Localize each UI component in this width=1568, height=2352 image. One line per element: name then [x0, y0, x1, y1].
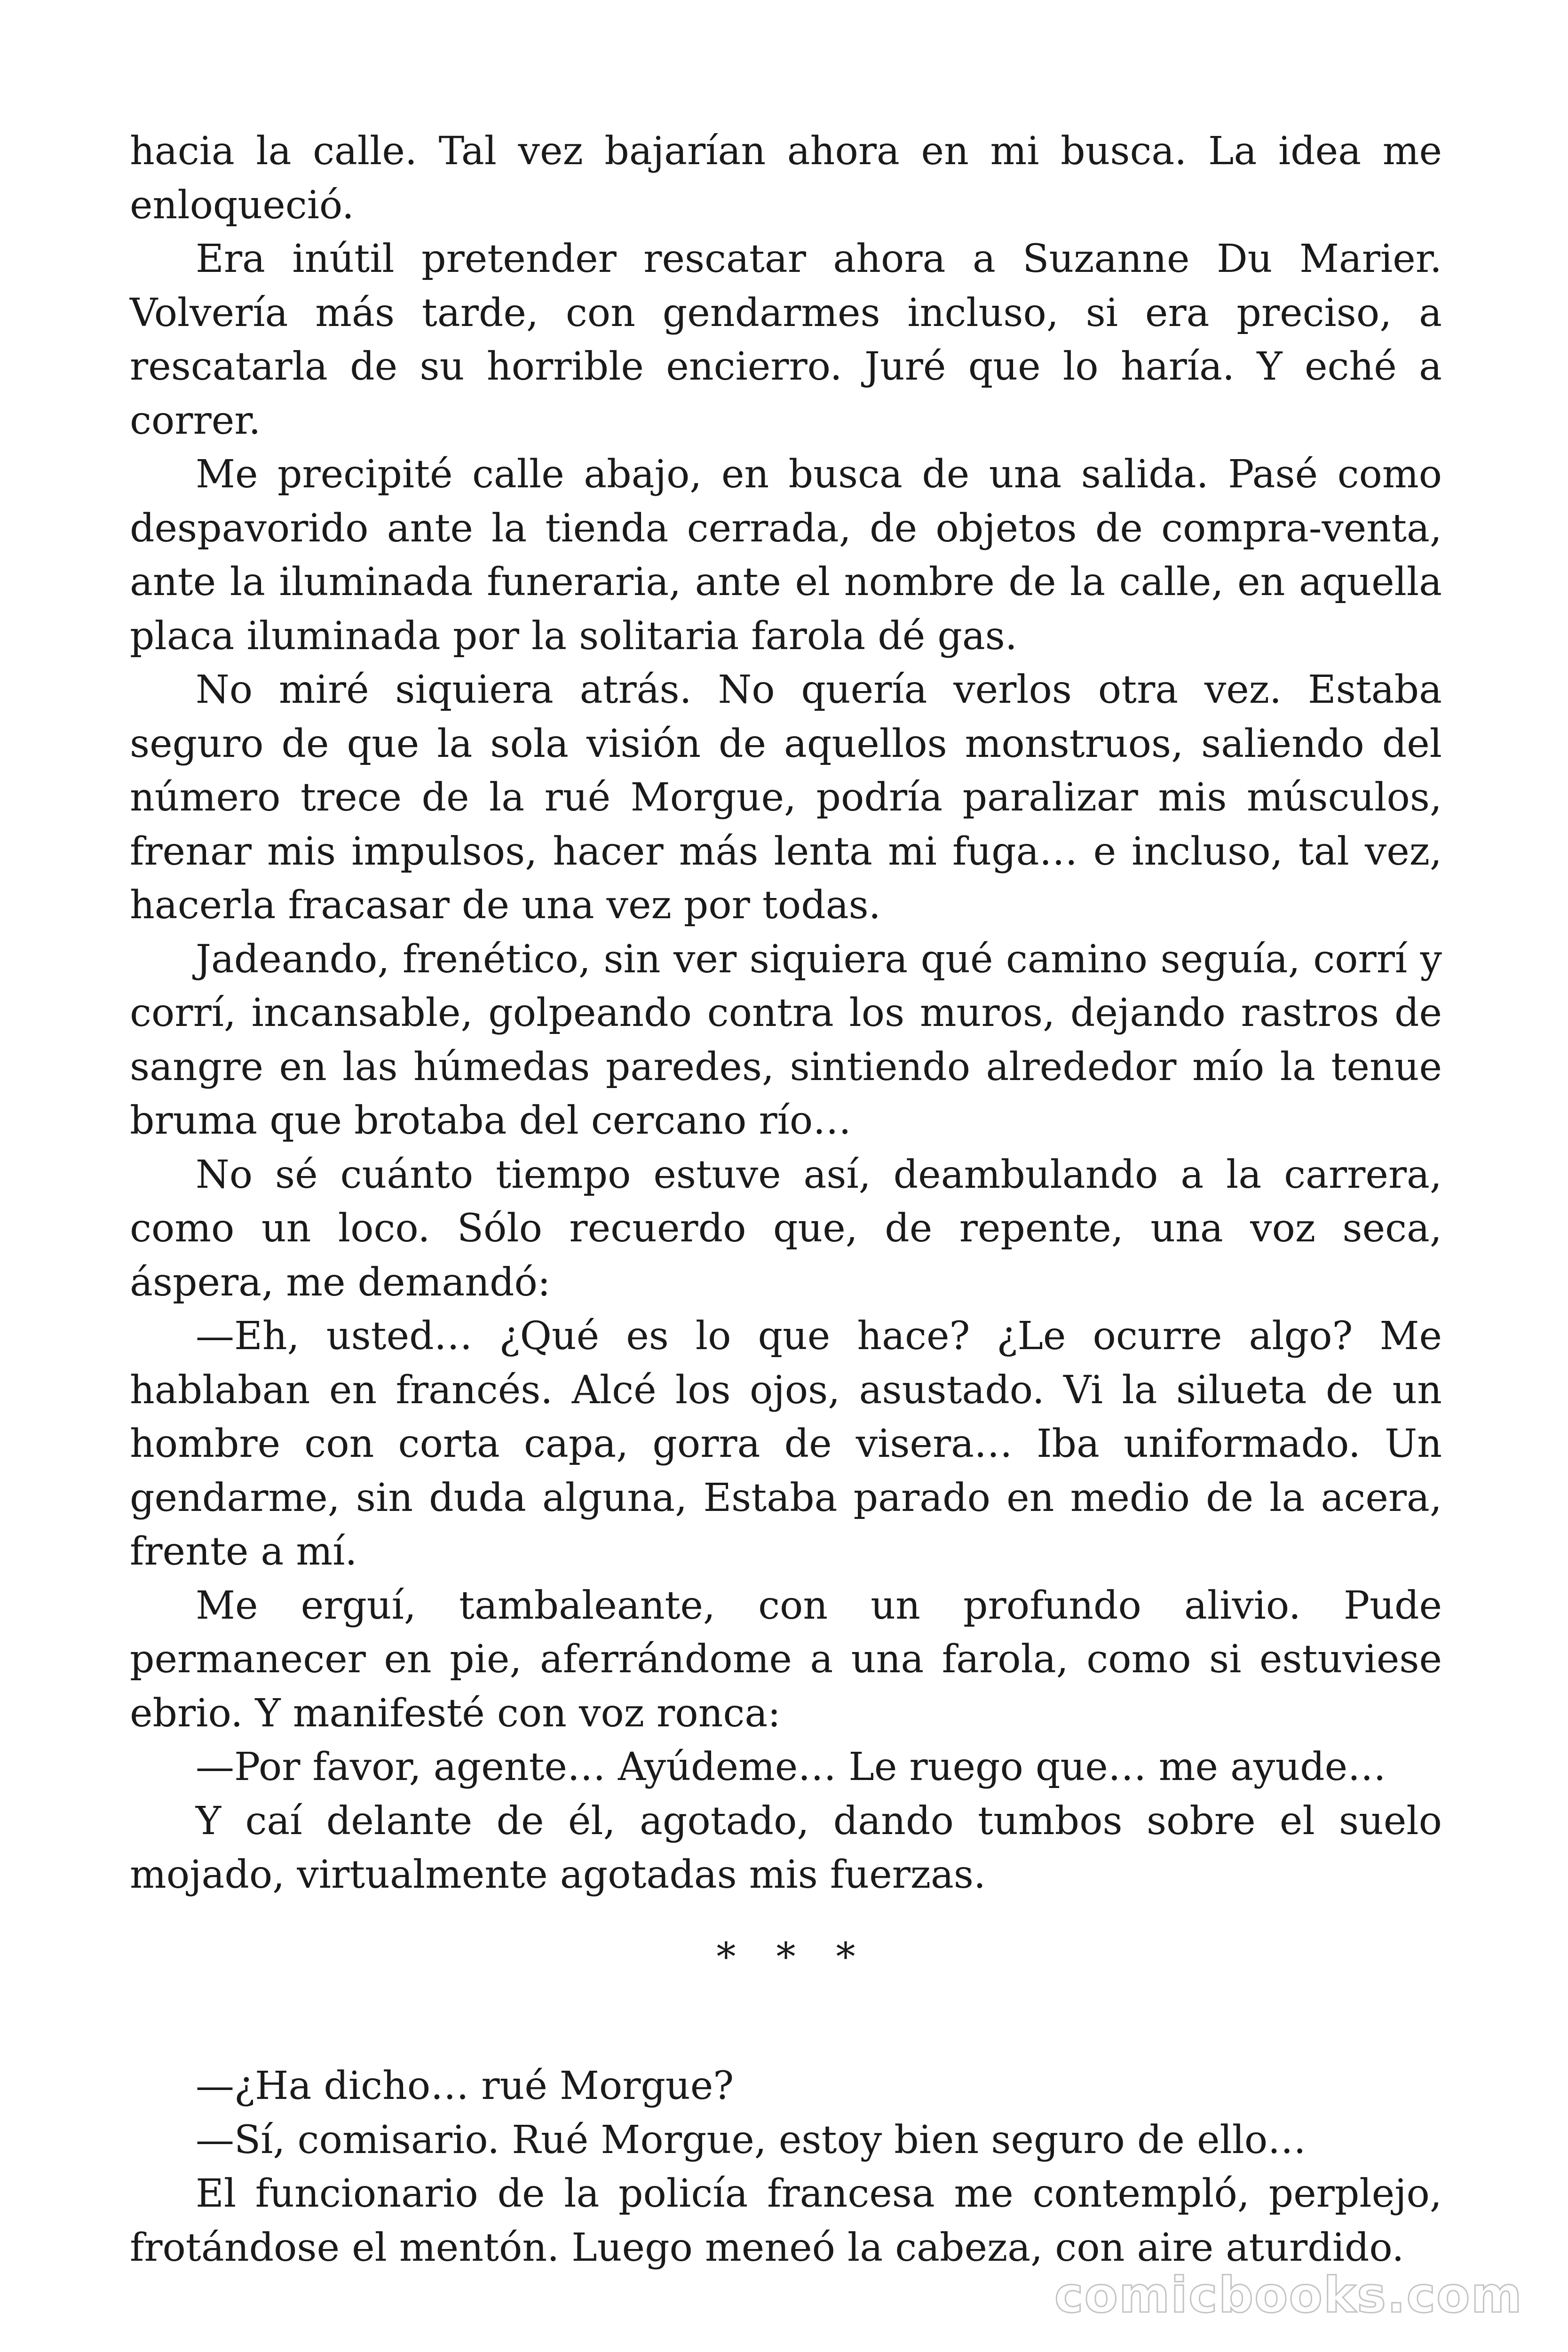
book-page	[130, 125, 1442, 2275]
paragraph: —Sí, comisario. Rué Morgue, estoy bien seguro de ello…	[196, 2117, 1307, 2162]
watermark: comicbooks.com	[1054, 2266, 1523, 2324]
paragraph: —Por favor, agente… Ayúdeme… Le ruego que… me ayude…	[196, 1745, 1386, 1789]
paragraph: hacia la calle. Tal vez bajarían ahora en mi busca. La idea me enloqueció.	[130, 129, 1442, 228]
paragraph: No sé cuánto tiempo estuve así, deambulando a la carrera, como un loco. Sólo recuerdo que, de repente, una voz seca, áspera, me demandó:	[130, 1152, 1442, 1305]
paragraph: No miré siquiera atrás. No quería verlos otra vez. Estaba seguro de que la sola visión de aquellos monstruos, saliendo del número trece de la rué Morgue, podría paralizar mis músculos, frenar mis impulsos, hacer más lenta mi fuga… e incluso, tal vez, hacerla fracasar de una vez por todas.	[130, 667, 1442, 928]
paragraph: Jadeando, frenético, sin ver siquiera qué camino seguía, corrí y corrí, incansable, golpeando contra los muros, dejando rastros de sangre en las húmedas paredes, sintiendo alrededor mío la tenue bruma que brotaba del cercano río…	[130, 937, 1442, 1143]
paragraph: —Eh, usted… ¿Qué es lo que hace? ¿Le ocurre algo? Me hablaban en francés. Alcé los ojos, asustado. Vi la silueta de un hombre con corta capa, gorra de visera… Iba uniformado. Un gendarme, sin duda alguna, Estaba parado en medio de la acera, frente a mí.	[130, 1314, 1442, 1574]
paragraph: Me precipité calle abajo, en busca de una salida. Pasé como despavorido ante la tienda cerrada, de objetos de compra-venta, ante la iluminada funeraria, ante el nombre de la calle, en aquella placa iluminada por la solitaria farola dé gas.	[130, 452, 1442, 659]
paragraph: Me erguí, tambaleante, con un profundo alivio. Pude permanecer en pie, aferrándome a una farola, como si estuviese ebrio. Y manifesté con voz ronca:	[130, 1583, 1442, 1736]
paragraph: Y caí delante de él, agotado, dando tumbos sobre el suelo mojado, virtualmente agotadas mis fuerzas.	[130, 1798, 1442, 1897]
paragraph: Era inútil pretender rescatar ahora a Suzanne Du Marier. Volvería más tarde, con gendarmes incluso, si era preciso, a rescatarla de su horrible encierro. Juré que lo haría. Y eché a correr.	[130, 237, 1442, 443]
paragraph: —¿Ha dicho… rué Morgue?	[196, 2064, 734, 2108]
section-separator: * * *	[716, 1934, 870, 1979]
paragraph: El funcionario de la policía francesa me contempló, perplejo, frotándose el mentón. Luego meneó la cabeza, con aire aturdido.	[130, 2171, 1442, 2270]
